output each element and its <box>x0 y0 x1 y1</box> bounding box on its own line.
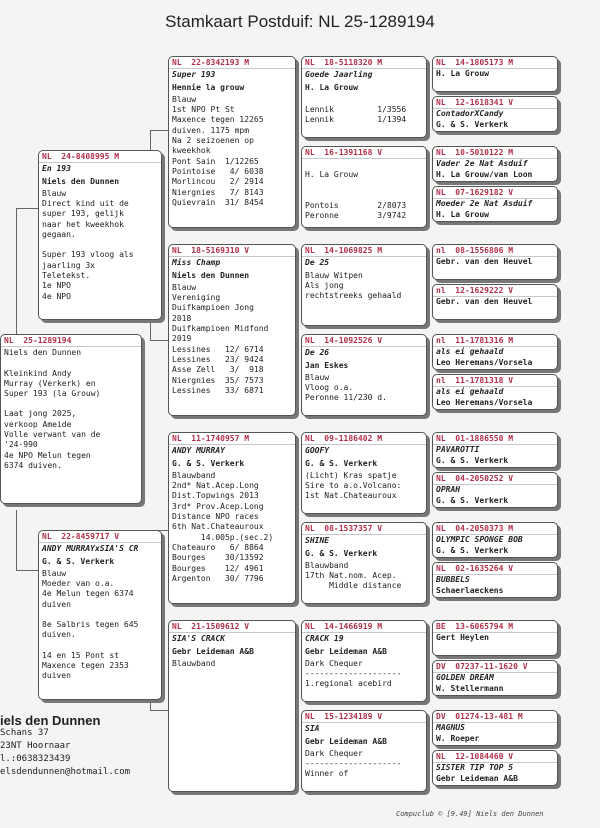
note-line: 1.regional acebird <box>305 679 392 689</box>
note-line: -------------------- <box>305 759 402 769</box>
note-line: Direct kind uit de <box>42 199 129 209</box>
owner-name: G. & S. Verkerk <box>436 545 509 555</box>
note-line: H. La Grouw <box>305 170 358 180</box>
great-great-grandparent-card <box>432 374 558 410</box>
note-line: Maxence tegen 2353 <box>42 660 129 670</box>
note-line: Vereniging <box>172 293 221 303</box>
note-line: Vloog o.a. <box>305 383 354 393</box>
ring-number: NL 01-1886550 M <box>433 433 557 445</box>
connector <box>16 208 38 209</box>
note-line <box>4 359 138 369</box>
owner-name: H. La Grouw <box>436 209 489 219</box>
note-line: -------------------- <box>305 669 402 679</box>
ring-number: NL 02-1635264 V <box>433 563 557 575</box>
owner-name: Gebr Leideman A&B <box>305 736 387 746</box>
ring-number: NL 16-1391168 V <box>302 147 426 159</box>
note-line: 6374 duiven. <box>4 460 62 470</box>
owner-name: Gebr. van den Heuvel <box>436 257 533 267</box>
note-line: Winner of <box>305 769 349 779</box>
grandparent-card <box>168 620 296 792</box>
ring-number: NL 15-1234189 V <box>302 711 426 723</box>
pigeon-name: OLYMPIC SPONGE BOB <box>436 535 523 545</box>
connector <box>16 208 17 338</box>
ring-number: NL 14-1092526 V <box>302 335 426 347</box>
owner-name: G. & S. Verkerk <box>42 556 115 566</box>
owner-name: G. & S. Verkerk <box>172 458 245 468</box>
connector <box>150 340 168 341</box>
note-line: Peronne 3/9742 <box>305 210 407 220</box>
pigeon-name: SISTER TIP TOP 5 <box>436 763 514 773</box>
note-line: super 193, gelijk <box>42 209 124 219</box>
note-line: 1st Nat.Chateauroux <box>305 491 397 501</box>
note-line: Teletekst. <box>42 270 91 280</box>
ring-number: NL 22-8342193 M <box>169 57 295 69</box>
great-great-grandparent-card <box>432 186 558 222</box>
note-line: 4e Melun tegen 6374 <box>42 589 134 599</box>
pigeon-name: En 193 <box>42 164 71 174</box>
note-line: 2nd* Nat.Acep.Long <box>172 481 259 491</box>
note-line: Pont Sain 1/12265 <box>172 156 259 166</box>
note-line: Lennik 1/1394 <box>305 115 407 125</box>
note-line: Super 193 (la Grouw) <box>4 389 101 399</box>
great-grandparent-card <box>301 522 427 604</box>
note-line: Pontois 2/8073 <box>305 200 407 210</box>
owner-name: H. La Grouw/van Loon <box>436 169 533 179</box>
note-line <box>4 399 138 409</box>
note-line: 6th Nat.Chateauroux <box>172 522 264 532</box>
note-line: 4e NPO Melun tegen <box>4 450 91 460</box>
note-line <box>42 610 158 620</box>
note-line: 14 en 15 Pont st <box>42 650 120 660</box>
ring-number: DV 01274-13-481 M <box>433 711 557 723</box>
pigeon-name: als ei gehaald <box>436 347 504 357</box>
great-grandparent-card <box>301 620 427 702</box>
pigeon-notes <box>169 94 295 209</box>
owner-name: H. La Grouw <box>305 82 358 92</box>
note-line: Blauwband <box>172 658 216 668</box>
owner-name: Leo Heremans/Vorsela <box>436 397 533 407</box>
note-line: gegaan. <box>42 230 76 240</box>
owner-name: H. La Grouw <box>436 69 489 79</box>
note-line: Dark Chequer <box>305 658 363 668</box>
ring-number: NL 18-5118320 M <box>302 57 426 69</box>
note-line: 3rd* Prov.Acep.Long <box>172 501 264 511</box>
ring-number: NL 22-8459717 V <box>39 531 161 543</box>
note-line: Kleinkind Andy <box>4 368 72 378</box>
note-line: Laat jong 2025, <box>4 409 77 419</box>
great-great-grandparent-card <box>432 710 558 746</box>
ring-number: nl 08-1556806 M <box>433 245 557 257</box>
great-grandparent-card <box>301 146 427 228</box>
note-line: (Licht) Kras spatje <box>305 470 397 480</box>
grandparent-card <box>168 56 296 228</box>
pigeon-name: Super 193 <box>172 70 216 80</box>
note-line <box>305 191 423 201</box>
note-line <box>42 240 158 250</box>
owner-name: G. & S. Verkerk <box>436 495 509 505</box>
note-line: duiven. 1175 mpm <box>172 125 250 135</box>
note-line: Als jong <box>305 280 344 290</box>
note-line: Middle distance <box>305 581 402 591</box>
note-line: 2018 <box>172 313 192 323</box>
note-line: Peronne 11/230 d. <box>305 393 387 403</box>
great-grandparent-card <box>301 710 427 792</box>
note-line: Bourges 30/13592 <box>172 553 264 563</box>
pigeon-name: SIA'S CRACK <box>172 634 225 644</box>
great-great-grandparent-card <box>432 750 558 786</box>
pigeon-notes <box>169 658 295 670</box>
pigeon-name: SHINE <box>305 536 330 546</box>
subject-card <box>0 334 142 504</box>
mother-card <box>38 530 162 700</box>
great-great-grandparent-card <box>432 620 558 656</box>
owner-name: G. & S. Verkerk <box>436 455 509 465</box>
note-line: Niergnies 35/ 7573 <box>172 375 264 385</box>
father-card <box>38 150 162 320</box>
owner-name: Gebr Leideman A&B <box>305 646 387 656</box>
ring-number: NL 18-5169310 V <box>169 245 295 257</box>
pigeon-name: OPRAH <box>436 485 461 495</box>
pigeon-notes <box>302 270 426 303</box>
great-grandparent-card <box>301 56 427 138</box>
owner-name: W. Roeper <box>436 733 480 743</box>
connector <box>150 130 168 131</box>
owner-name: Gebr Leideman A&B <box>172 646 254 656</box>
pigeon-name: ContadorXCandy <box>436 109 504 119</box>
connector <box>16 570 38 571</box>
note-line: verkoop Ameide <box>4 419 72 429</box>
note-line: '24-990 <box>4 440 38 450</box>
great-great-grandparent-card <box>432 334 558 370</box>
note-line: 2019 <box>172 334 192 344</box>
breeder-city: 23NT Hoornaar <box>0 741 71 751</box>
page-title: Stamkaart Postduif: NL 25-1289194 <box>165 12 435 31</box>
great-great-grandparent-card <box>432 660 558 696</box>
note-line: Argenton 30/ 7796 <box>172 573 264 583</box>
grandparent-card <box>168 432 296 604</box>
ring-number: nl 11-1781316 M <box>433 335 557 347</box>
note-line <box>305 181 423 191</box>
note-line: Pointoise 4/ 6038 <box>172 166 264 176</box>
breeder-email: elsdendunnen@hotmail.com <box>0 767 131 777</box>
great-great-grandparent-card <box>432 562 558 598</box>
note-line: 14.005p.(sec.2) <box>172 532 274 542</box>
pigeon-name: PAVAROTTI <box>436 445 480 455</box>
note-line: 17th Nat.nom. Acep. <box>305 571 397 581</box>
owner-name: Gebr Leideman A&B <box>436 773 518 783</box>
note-line: kweekhok <box>172 146 211 156</box>
connector <box>16 510 17 570</box>
note-line: Bourges 12/ 4961 <box>172 563 264 573</box>
great-great-grandparent-card <box>432 96 558 132</box>
ring-number: NL 21-1509612 V <box>169 621 295 633</box>
pigeon-notes <box>39 568 161 683</box>
pigeon-notes <box>302 372 426 405</box>
note-line: Quievrain 31/ 8454 <box>172 197 264 207</box>
note-line: Blauwband <box>305 560 349 570</box>
subject-notes <box>1 347 141 472</box>
note-line: duiven. <box>42 630 76 640</box>
pigeon-name: BUBBELS <box>436 575 470 585</box>
owner-name: G. & S. Verkerk <box>305 458 378 468</box>
note-line: 4e NPO <box>42 291 71 301</box>
note-line: naar het kweekhok <box>42 219 124 229</box>
great-great-grandparent-card <box>432 146 558 182</box>
note-line: Chateauro 6/ 8864 <box>172 542 264 552</box>
ring-number: nl 12-1629222 V <box>433 285 557 297</box>
great-grandparent-card <box>301 244 427 326</box>
note-line: Dark Chequer <box>305 748 363 758</box>
pigeon-notes <box>169 282 295 397</box>
note-line: Distance NPO races <box>172 512 259 522</box>
breeder-name: iels den Dunnen <box>0 713 101 728</box>
pigeon-name: Goede Jaarling <box>305 70 373 80</box>
great-great-grandparent-card <box>432 244 558 280</box>
great-great-grandparent-card <box>432 522 558 558</box>
note-line: Volle verwant van de <box>4 430 101 440</box>
note-line: Maxence tegen 12265 <box>172 115 264 125</box>
breeder-phone: l.:0638323439 <box>0 754 71 764</box>
owner-name: Schaerlaeckens <box>436 585 504 595</box>
owner-name: Niels den Dunnen <box>42 176 120 186</box>
pigeon-notes <box>302 748 426 781</box>
ring-number: NL 08-1537357 V <box>302 523 426 535</box>
ring-number: NL 14-1069825 M <box>302 245 426 257</box>
owner-name: Jan Eskes <box>305 360 349 370</box>
ring-number: NL 04-2050373 M <box>433 523 557 535</box>
note-line: Lessines 33/ 6871 <box>172 385 264 395</box>
note-line: Blauwband <box>172 470 216 480</box>
note-line: Moeder van o.a. <box>42 579 115 589</box>
owner-name: Gebr. van den Heuvel <box>436 297 533 307</box>
pigeon-notes <box>169 470 295 585</box>
owner-name: Hennie la grouw <box>172 82 245 92</box>
pigeon-name: GOOFY <box>305 446 330 456</box>
great-grandparent-card <box>301 432 427 514</box>
ring-number: NL 25-1289194 <box>1 335 141 347</box>
note-line: jaarling 3x <box>42 260 95 270</box>
grandparent-card <box>168 244 296 416</box>
ring-number: NL 09-1186402 M <box>302 433 426 445</box>
ring-number: DV 07237-11-1620 V <box>433 661 557 673</box>
note-line <box>305 95 423 105</box>
owner-name: G. & S. Verkerk <box>305 548 378 558</box>
great-grandparent-card <box>301 334 427 416</box>
ring-number: NL 12-1618341 V <box>433 97 557 109</box>
note-line <box>305 160 423 170</box>
note-line: rechtstreeks gehaald <box>305 291 402 301</box>
note-line: Blauw <box>305 372 330 382</box>
connector <box>150 710 168 711</box>
pigeon-notes <box>302 94 426 127</box>
pigeon-name: SIA <box>305 724 320 734</box>
pigeon-name: Moeder 2e Nat Asduif <box>436 199 533 209</box>
pigeon-name: ANDY MURRAYxSIA'S CR <box>42 544 139 554</box>
ring-number: NL 14-1466919 M <box>302 621 426 633</box>
pigeon-name: MAGNUS <box>436 723 465 733</box>
great-great-grandparent-card <box>432 56 558 92</box>
pigeon-notes <box>302 560 426 593</box>
ring-number: NL 24-8408995 M <box>39 151 161 163</box>
owner-name: Niels den Dunnen <box>172 270 250 280</box>
pigeon-name: CRACK 19 <box>305 634 344 644</box>
note-line: Dist.Topwings 2013 <box>172 491 259 501</box>
note-line: Blauw <box>172 94 197 104</box>
note-line: Niergnies 7/ 8143 <box>172 187 264 197</box>
note-line: duiven <box>42 671 71 681</box>
note-line: Duifkampioen Midfond <box>172 324 269 334</box>
pigeon-notes <box>39 188 161 303</box>
note-line: Murray (Verkerk) en <box>4 378 96 388</box>
pigeon-name: Miss Champ <box>172 258 221 268</box>
note-line: Lennik 1/3556 <box>305 104 407 114</box>
note-line: Blauw <box>42 188 67 198</box>
pigeon-name: De 25 <box>305 258 330 268</box>
note-line: Super 193 vloog als <box>42 250 134 260</box>
note-line: 8e Salbris tegen 645 <box>42 620 139 630</box>
ring-number: NL 11-1740957 M <box>169 433 295 445</box>
note-line: Blauw Witpen <box>305 270 363 280</box>
note-line: Blauw <box>172 282 197 292</box>
ring-number: NL 10-5010122 M <box>433 147 557 159</box>
note-line: 1st NPO Pt St <box>172 105 235 115</box>
note-line: Duifkampioen Jong <box>172 303 254 313</box>
note-line: 1e NPO <box>42 281 71 291</box>
note-line: duiven <box>42 599 71 609</box>
note-line: Blauw <box>42 568 67 578</box>
note-line: Lessines 12/ 6714 <box>172 344 264 354</box>
great-great-grandparent-card <box>432 284 558 320</box>
pigeon-name: GOLDEN DREAM <box>436 673 494 683</box>
breeder-street: Schans 37 <box>0 728 49 738</box>
great-great-grandparent-card <box>432 472 558 508</box>
ring-number: NL 07-1629182 V <box>433 187 557 199</box>
pigeon-name: De 26 <box>305 348 330 358</box>
ring-number: NL 12-1084460 V <box>433 751 557 763</box>
pigeon-name: ANDY MURRAY <box>172 446 225 456</box>
pigeon-name: Vader 2e Nat Asduif <box>436 159 528 169</box>
ring-number: nl 11-1781318 V <box>433 375 557 387</box>
note-line: Lessines 23/ 9424 <box>172 354 264 364</box>
note-line: Niels den Dunnen <box>4 348 82 358</box>
owner-name: G. & S. Verkerk <box>436 119 509 129</box>
ring-number: NL 14-1805173 M <box>433 57 557 69</box>
pigeon-notes <box>302 159 426 222</box>
note-line: Morlincou 2/ 2914 <box>172 177 264 187</box>
note-line: Asse Zell 3/ 918 <box>172 365 264 375</box>
note-line <box>42 641 158 651</box>
owner-name: W. Stellermann <box>436 683 504 693</box>
ring-number: BE 13-6065794 M <box>433 621 557 633</box>
owner-name: Leo Heremans/Vorsela <box>436 357 533 367</box>
note-line: Na 2 seizoenen op <box>172 136 254 146</box>
owner-name: Gert Heylen <box>436 633 489 643</box>
pigeon-notes <box>302 658 426 691</box>
pigeon-notes <box>302 470 426 503</box>
great-great-grandparent-card <box>432 432 558 468</box>
breeder-info <box>0 714 130 779</box>
note-line: Sire to a.o.Volcano: <box>305 481 402 491</box>
footer-credit: Compuclub © [9.49] Niels den Dunnen <box>396 810 544 818</box>
ring-number: NL 04-2050252 V <box>433 473 557 485</box>
pigeon-name: als ei gehaald <box>436 387 504 397</box>
